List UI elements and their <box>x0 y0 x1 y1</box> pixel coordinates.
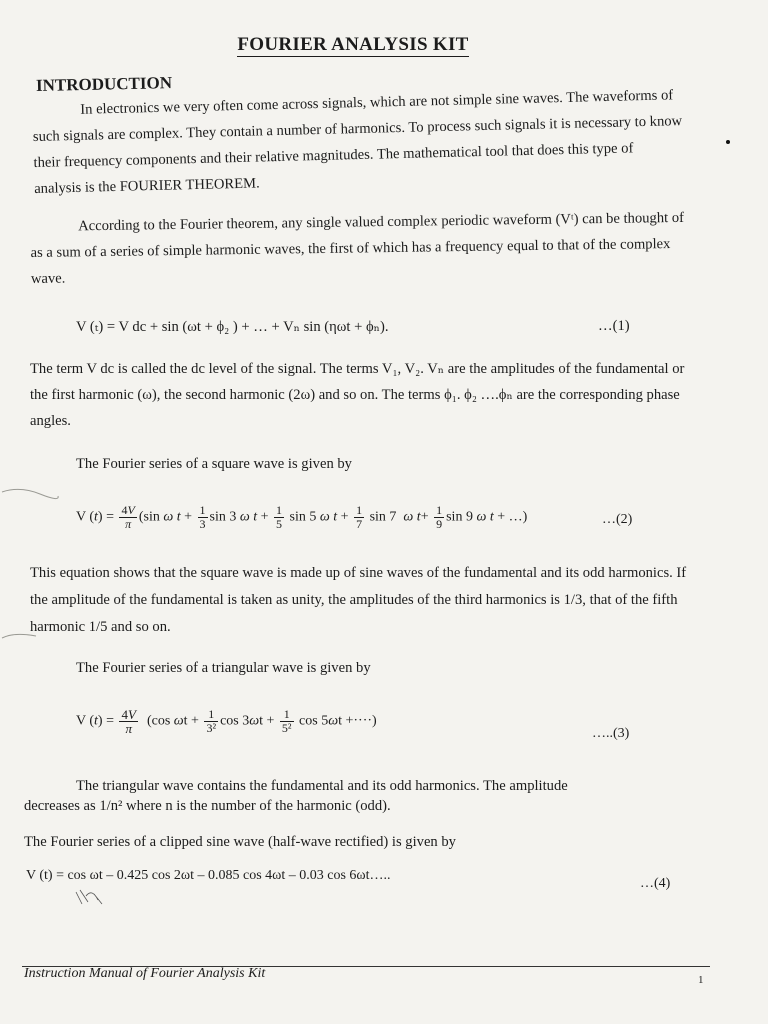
triangular-paragraph-line2: decreases as 1/n² where n is the number of the harmonic (odd). <box>24 798 391 814</box>
square-wave-intro: The Fourier series of a square wave is given by <box>76 456 352 472</box>
intro-paragraph: In electronics we very often come across signals, which are not simple sine waves. The waveforms of such signals are complex. They contain a number of harmonics. To process such signals it is necessary to know their frequency components and their relative magnitudes. The mathematical tool that does this type of analysis is the FOURIER THEOREM. <box>32 87 683 197</box>
fraction-one-over-3-squared: $\frac{1}{\text{3²}}$ <box>206 707 217 735</box>
fraction-one-third: $\frac{1}{3}$ <box>199 503 206 531</box>
clipped-wave-intro: The Fourier series of a clipped sine wave (half-wave rectified) is given by <box>24 834 456 850</box>
triangular-wave-intro: The Fourier series of a triangular wave is given by <box>76 660 371 676</box>
fraction-one-seventh: $\frac{1}{7}$ <box>356 503 363 531</box>
section-heading: INTRODUCTION <box>35 73 173 95</box>
pencil-mark-icon <box>0 480 60 510</box>
fraction-one-fifth: $\frac{1}{5}$ <box>276 503 283 531</box>
equation-1: V (ₜ) = V dc + sin (ωt + ϕ₂ ) + … + Vₙ sin (ηωt + ϕₙ). <box>76 319 389 335</box>
fraction-4v-pi: $\frac{4V}{\pi}$ <box>121 503 135 531</box>
fraction-one-over-5-squared: $\frac{1}{\text{5²}}$ <box>281 707 292 735</box>
page-title: FOURIER ANALYSIS KIT <box>237 34 469 55</box>
equation-4: V (t) = cos ωt – 0.425 cos 2ωt – 0.085 cos 4ωt – 0.03 cos 6ωt….. <box>26 868 391 883</box>
triangular-paragraph-line1: The triangular wave contains the fundamental and its odd harmonics. The amplitude <box>76 778 568 794</box>
page-number: 1 <box>698 974 704 986</box>
equation-1-number: …(1) <box>598 318 630 334</box>
equation-3: V (t) = $\frac{4V}{\pi}$ (cos ωt + $\frac{1}{\text{3²}}$ cos 3ωt + $\frac{1}{\text{5²}}$ cos 5ωt +····) <box>76 707 377 736</box>
square-wave-paragraph: This equation shows that the square wave is made up of sine waves of the fundamental and its odd harmonics. If the amplitude of the fundamental is taken as unity, the amplitudes of the third harmonics is 1/3, that of the fifth harmonic 1/5 and so on. <box>30 565 687 635</box>
fraction-one-ninth: $\frac{1}{9}$ <box>436 503 443 531</box>
equation-2-number: …(2) <box>602 512 633 527</box>
footer-text: Instruction Manual of Fourier Analysis Kit <box>24 966 266 981</box>
ink-dot-icon <box>726 140 730 144</box>
pencil-mark-icon <box>0 628 40 648</box>
theorem-paragraph: According to the Fourier theorem, any single valued complex periodic waveform (Vᵗ) can be thought of as a sum of a series of simple harmonic waves, the first of which has a frequency equal to that of the complex wave. <box>30 209 685 287</box>
fraction-4v-pi-tri: $\frac{4V}{\pi}$ <box>121 707 136 736</box>
dc-level-paragraph: The term V dc is called the dc level of the signal. The terms V₁, V₂. Vₙ are the amplitudes of the fundamental or the first harmonic (ω), the second harmonic (2ω) and so on. The terms ϕ₁. ϕ₂ ….ϕₙ are the corresponding phase angles. <box>30 361 685 429</box>
equation-4-number: …(4) <box>640 876 671 891</box>
scribble-mark-icon <box>72 886 106 908</box>
equation-3-number: …..(3) <box>592 726 630 741</box>
equation-2: V (t) = $\frac{4V}{\pi}$ (sin ω t + $\frac{1}{3}$ sin 3 ω t + $\frac{1}{5}$ sin 5 ω t + $\frac{1}{7}$ sin 7 ω t+ $\frac{1}{9}$ sin 9 ω t + …) <box>76 503 528 531</box>
